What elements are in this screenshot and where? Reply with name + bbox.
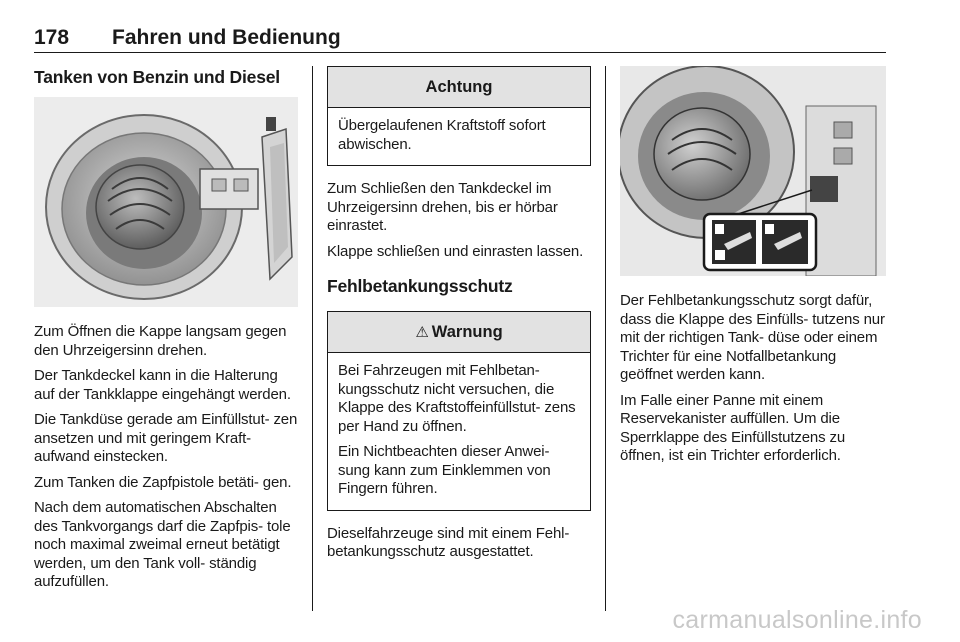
fuel-cap-illustration xyxy=(34,97,298,307)
chapter-title: Fahren und Bedienung xyxy=(112,26,341,49)
page-header xyxy=(34,26,886,53)
misfuel-inhibitor-illustration xyxy=(620,66,886,276)
warning-title: Warnung xyxy=(431,323,503,341)
section-heading-misfuel-protection: Fehlbetankungsschutz xyxy=(327,276,513,296)
paragraph-close-cap: Zum Schließen den Tankdeckel im Uhrzeigersinn drehen, bis er hörbar einrastet. xyxy=(327,180,558,234)
paragraph-open-cap: Zum Öffnen die Kappe langsam gegen den Uhrzeigersinn drehen. xyxy=(34,323,287,359)
column-1 xyxy=(34,66,298,599)
warning-text-2: Ein Nichtbeachten dieser Anwei‐ sung kann zum Einklemmen von Fingern führen. xyxy=(338,443,551,497)
paragraph-diesel-vehicles: Dieselfahrzeuge sind mit einem Fehl‐ betankungsschutz ausgestattet. xyxy=(327,524,570,560)
watermark: carmanualsonline.info xyxy=(672,606,922,634)
caution-title: Achtung xyxy=(328,67,590,108)
paragraph-misfuel-function: Der Fehlbetankungsschutz sorgt dafür, dass die Klappe des Einfülls‐ tutzens nur mit der richtigen Tank‐ düse oder einem Trichter für eine Notfallbetankung geöffnet werden kann. xyxy=(620,292,885,383)
column-3 xyxy=(620,66,886,473)
paragraph-operate-nozzle: Zum Tanken die Zapfpistole betäti‐ gen. xyxy=(34,473,292,491)
paragraph-hang-cap: Der Tankdeckel kann in die Halterung auf der Tankklappe eingehängt werden. xyxy=(34,367,291,403)
section-heading-refuelling: Tanken von Benzin und Diesel xyxy=(34,67,280,87)
caution-text: Übergelaufenen Kraftstoff sofort abwischen. xyxy=(338,117,546,153)
caution-box xyxy=(327,66,591,166)
warning-box xyxy=(327,311,591,511)
warning-text-1: Bei Fahrzeugen mit Fehlbetan‐ kungsschutz nicht versuchen, die Klappe des Kraftstoffeinfüllstut‐ zens per Hand zu öffnen. xyxy=(338,362,576,435)
column-divider-2 xyxy=(605,66,606,611)
misfuel-inhibitor-photo xyxy=(620,66,886,276)
paragraph-close-flap: Klappe schließen und einrasten lassen. xyxy=(327,242,584,260)
paragraph-insert-nozzle: Die Tankdüse gerade am Einfüllstut‐ zen ansetzen und mit geringem Kraft‐ aufwand einstecken. xyxy=(34,411,298,465)
warning-triangle-icon: ⚠ xyxy=(415,324,429,341)
paragraph-breakdown-funnel: Im Falle einer Panne mit einem Reservekanister auffüllen. Um die Sperrklappe des Einfüllstutzens zu öffnen, ist ein Trichter erforderlich. xyxy=(620,391,846,464)
page-number: 178 xyxy=(34,26,70,49)
column-divider-1 xyxy=(312,66,313,611)
warning-header xyxy=(328,312,590,353)
column-2 xyxy=(327,66,591,569)
fuel-cap-photo xyxy=(34,97,298,307)
paragraph-auto-shutoff: Nach dem automatischen Abschalten des Tankvorgangs darf die Zapfpis‐ tole noch maximal zweimal erneut betätigt werden, um den Tank voll‐ ständig aufzufüllen. xyxy=(34,499,291,590)
